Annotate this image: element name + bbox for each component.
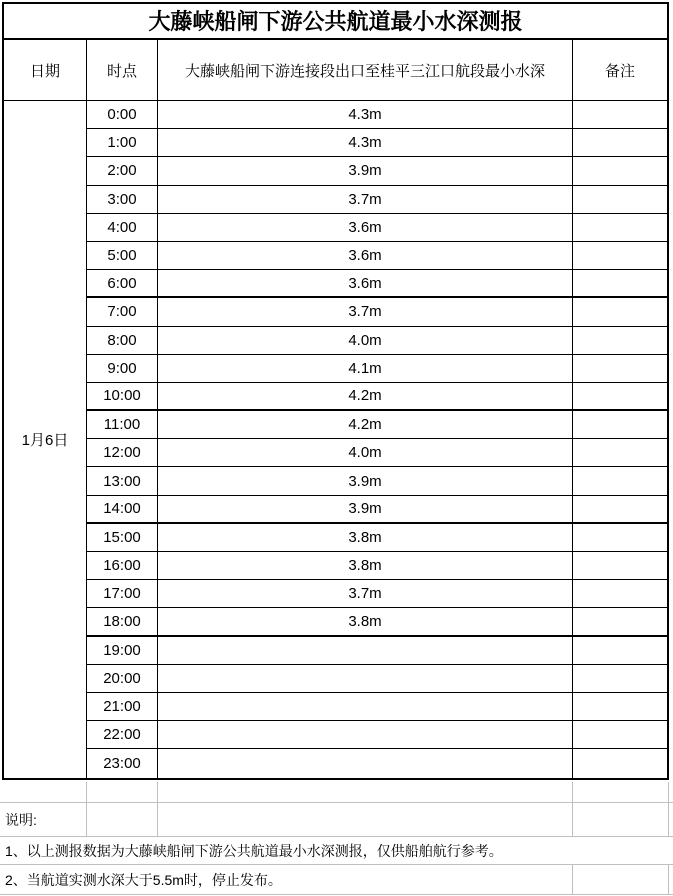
header-remark: 备注 [604, 62, 635, 80]
table-row [87, 439, 667, 467]
header-date: 日期 [4, 40, 87, 100]
time-cell: 16:00 [87, 552, 158, 579]
time-cell: 15:00 [87, 524, 158, 551]
time-cell: 20:00 [87, 665, 158, 692]
table-row [87, 355, 667, 383]
table-row [87, 608, 667, 636]
depth-cell: 3.7m [158, 298, 573, 325]
remark-cell [573, 242, 667, 269]
remark-cell [573, 552, 667, 579]
remark-cell [573, 214, 667, 241]
note-1-text: 1、以上测报数据为大藤峡船闸下游公共航道最小水深测报，仅供船舶航行参考。 [5, 842, 503, 859]
spacer-cell [158, 803, 573, 836]
table-body [4, 101, 667, 778]
remark-cell [573, 665, 667, 692]
time-cell: 23:00 [87, 749, 158, 777]
table-row [87, 580, 667, 608]
time-cell: 3:00 [87, 186, 158, 213]
table-row [87, 749, 667, 777]
spacer-cell [573, 782, 669, 802]
time-cell: 14:00 [87, 496, 158, 522]
depth-cell: 4.2m [158, 383, 573, 409]
remark-cell [573, 186, 667, 213]
table-row [87, 721, 667, 749]
depth-cell: 3.6m [158, 270, 573, 296]
remark-cell [573, 637, 667, 664]
table-row [87, 186, 667, 214]
depth-cell [158, 693, 573, 720]
time-cell: 4:00 [87, 214, 158, 241]
remark-cell [573, 580, 667, 607]
notes-label: 说明: [0, 803, 87, 836]
table-row [87, 327, 667, 355]
time-cell: 6:00 [87, 270, 158, 296]
remark-cell [573, 749, 667, 777]
time-cell: 8:00 [87, 327, 158, 354]
time-cell: 2:00 [87, 157, 158, 184]
depth-cell: 3.7m [158, 186, 573, 213]
time-cell: 11:00 [87, 411, 158, 438]
table-row [87, 214, 667, 242]
table-row [87, 411, 667, 439]
time-cell: 21:00 [87, 693, 158, 720]
time-cell: 19:00 [87, 637, 158, 664]
spacer-cell [573, 803, 669, 836]
depth-cell: 3.8m [158, 524, 573, 551]
time-cell: 22:00 [87, 721, 158, 748]
table-row [87, 496, 667, 524]
water-depth-report-table [2, 2, 669, 780]
depth-cell: 4.3m [158, 129, 573, 156]
table-row [87, 524, 667, 552]
note-row-2 [0, 865, 673, 895]
table-row [87, 242, 667, 270]
remark-cell [573, 101, 667, 128]
table-row [87, 157, 667, 185]
depth-cell: 4.0m [158, 327, 573, 354]
remark-cell [573, 157, 667, 184]
table-row [87, 298, 667, 326]
time-cell: 18:00 [87, 608, 158, 634]
depth-cell: 4.1m [158, 355, 573, 382]
remark-cell [573, 608, 667, 634]
time-cell: 5:00 [87, 242, 158, 269]
remark-cell [573, 439, 667, 466]
time-cell: 12:00 [87, 439, 158, 466]
time-cell: 17:00 [87, 580, 158, 607]
depth-cell: 3.8m [158, 608, 573, 634]
table-header-row [4, 40, 667, 101]
table-row [87, 129, 667, 157]
notes-label-row [0, 803, 673, 837]
depth-cell [158, 665, 573, 692]
table-row [87, 665, 667, 693]
remark-cell [573, 496, 667, 522]
note-row-1 [0, 837, 673, 865]
header-depth: 大藤峡船闸下游连接段出口至桂平三江口航段最小水深 [158, 40, 573, 100]
depth-cell: 4.0m [158, 439, 573, 466]
table-row [87, 270, 667, 298]
time-cell: 9:00 [87, 355, 158, 382]
header-time: 时点 [87, 40, 158, 100]
depth-cell: 3.9m [158, 496, 573, 522]
table-row [87, 383, 667, 411]
depth-cell [158, 749, 573, 777]
depth-cell [158, 637, 573, 664]
table-rows [87, 101, 667, 778]
table-row [87, 467, 667, 495]
spacer-cell [158, 782, 573, 802]
report-title: 大藤峡船闸下游公共航道最小水深测报 [4, 4, 667, 40]
time-cell: 0:00 [87, 101, 158, 128]
table-row [87, 101, 667, 129]
spacer-cell [0, 782, 87, 802]
table-row [87, 637, 667, 665]
depth-cell: 3.9m [158, 157, 573, 184]
remark-cell [573, 411, 667, 438]
spacer-cell [87, 803, 158, 836]
time-cell: 13:00 [87, 467, 158, 494]
spacer-cell [87, 782, 158, 802]
remark-cell [573, 383, 667, 409]
depth-cell: 4.2m [158, 411, 573, 438]
table-row [87, 693, 667, 721]
depth-cell: 3.6m [158, 242, 573, 269]
remark-cell [573, 355, 667, 382]
notes-section [0, 782, 673, 895]
date-cell: 1月6日 [4, 101, 87, 778]
remark-cell [573, 693, 667, 720]
time-cell: 7:00 [87, 298, 158, 325]
remark-cell [573, 467, 667, 494]
depth-cell: 3.7m [158, 580, 573, 607]
remark-cell [573, 298, 667, 325]
remark-cell [573, 721, 667, 748]
spacer-cell [573, 865, 669, 894]
time-cell: 10:00 [87, 383, 158, 409]
note-2-text: 2、当航道实测水深大于5.5m时，停止发布。 [0, 865, 573, 894]
depth-cell: 3.9m [158, 467, 573, 494]
depth-cell: 3.6m [158, 214, 573, 241]
table-row [87, 552, 667, 580]
remark-cell [573, 129, 667, 156]
remark-cell [573, 270, 667, 296]
remark-cell [573, 524, 667, 551]
depth-cell [158, 721, 573, 748]
remark-cell [573, 327, 667, 354]
spacer-row [0, 782, 673, 803]
depth-cell: 4.3m [158, 101, 573, 128]
depth-cell: 3.8m [158, 552, 573, 579]
time-cell: 1:00 [87, 129, 158, 156]
